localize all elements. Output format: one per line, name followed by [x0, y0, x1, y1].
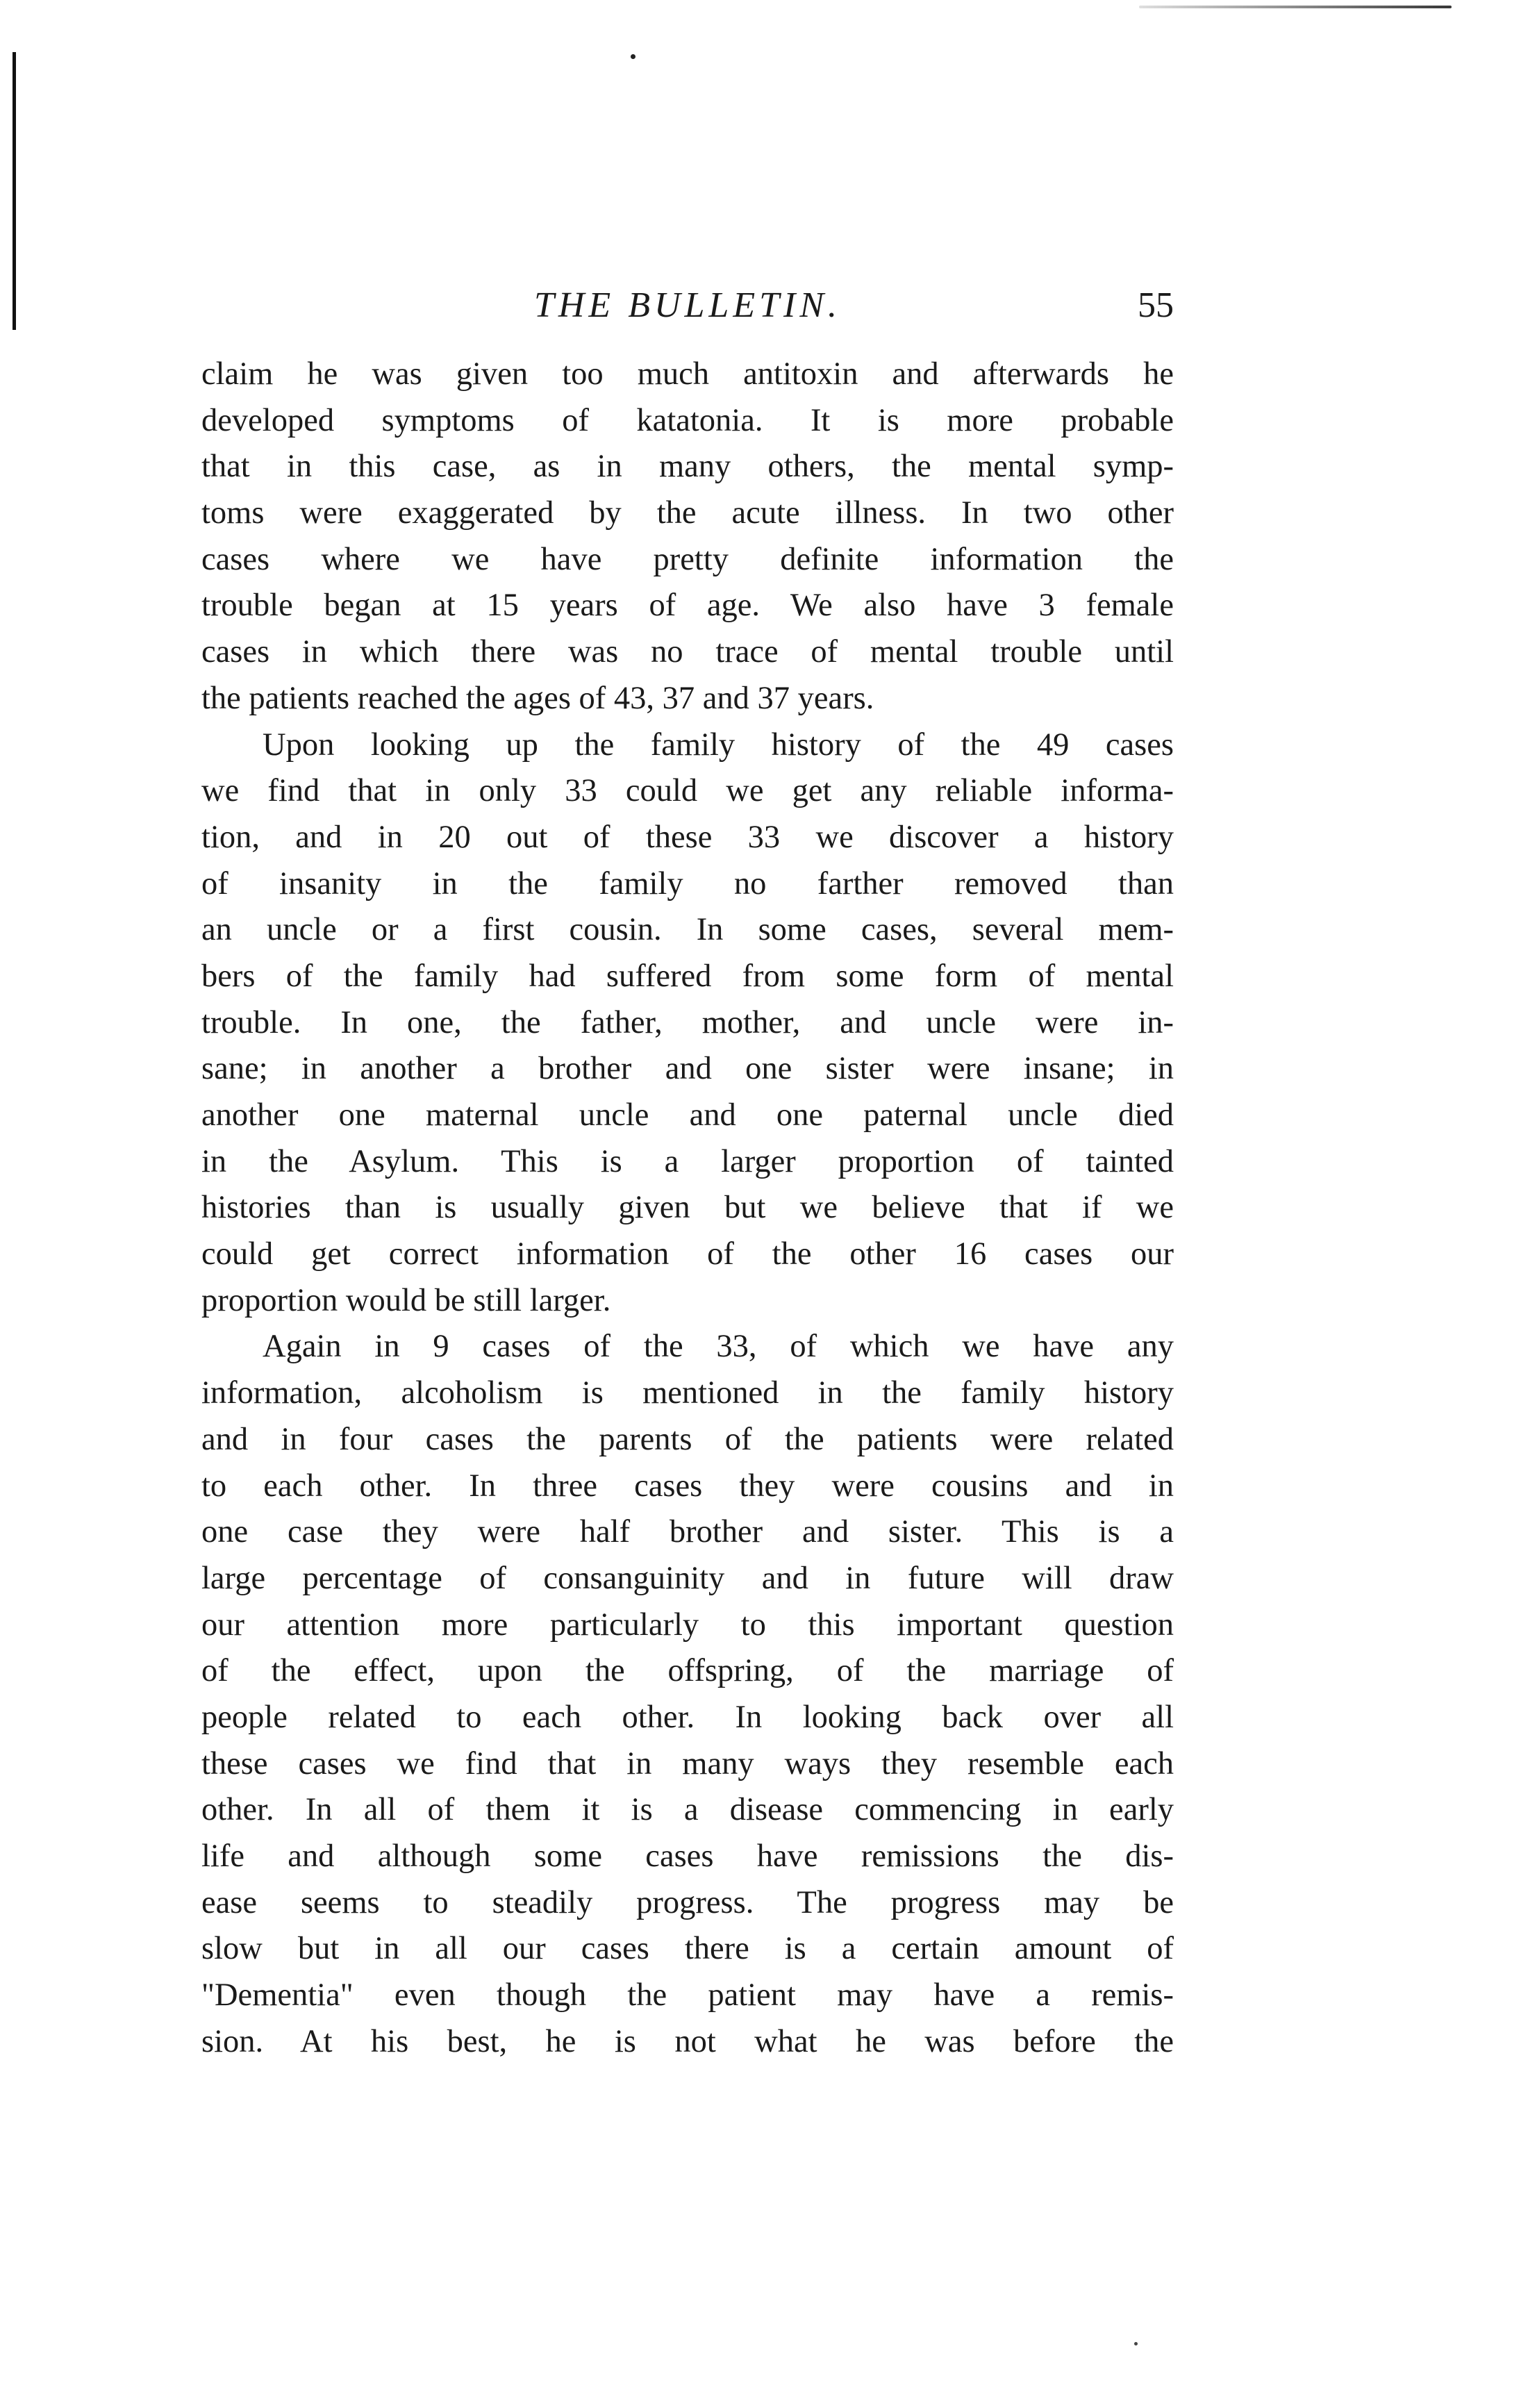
body-text: [201, 351, 1174, 2065]
text-line: life and although some cases have remissions the dis-: [201, 1838, 1174, 1874]
text-line: of the effect, upon the offspring, of the marriage of: [201, 1653, 1174, 1689]
text-line: slow but in all our cases there is a certain amount of: [201, 1931, 1174, 1967]
text-line: we find that in only 33 could we get any reliable informa-: [201, 773, 1174, 809]
text-line: claim he was given too much antitoxin and afterwards he: [201, 356, 1174, 392]
text-line: large percentage of consanguinity and in future will draw: [201, 1560, 1174, 1596]
text-line: could get correct information of the other 16 cases our: [201, 1236, 1174, 1272]
text-line: sion. At his best, he is not what he was before the: [201, 2023, 1174, 2059]
scan-artifact-dot: [631, 54, 635, 59]
scan-artifact-edge: [13, 52, 16, 330]
text-line: trouble began at 15 years of age. We also have 3 female: [201, 588, 1174, 624]
text-line: toms were exaggerated by the acute illness. In two other: [201, 495, 1174, 531]
text-line: to each other. In three cases they were cousins and in: [201, 1468, 1174, 1504]
text-line: people related to each other. In looking back over all: [201, 1699, 1174, 1735]
text-line: of insanity in the family no farther removed than: [201, 865, 1174, 902]
text-line: information, alcoholism is mentioned in the family history: [201, 1375, 1174, 1411]
text-line: Again in 9 cases of the 33, of which we have any: [263, 1329, 1174, 1365]
text-line: our attention more particularly to this important question: [201, 1606, 1174, 1643]
text-line: in the Asylum. This is a larger proportion of tainted: [201, 1143, 1174, 1179]
text-line: these cases we find that in many ways they resemble each: [201, 1745, 1174, 1782]
scan-artifact-top: [1139, 6, 1452, 8]
text-line: ease seems to steadily progress. The progress may be: [201, 1884, 1174, 1920]
text-line: other. In all of them it is a disease commencing in early: [201, 1792, 1174, 1828]
text-line: cases in which there was no trace of mental trouble until: [201, 634, 1174, 670]
text-line: the patients reached the ages of 43, 37 and 37 years.: [201, 680, 874, 716]
running-title: THE BULLETIN.: [533, 285, 842, 325]
text-line: one case they were half brother and sister. This is a: [201, 1514, 1174, 1550]
text-line: trouble. In one, the father, mother, and uncle were in-: [201, 1004, 1174, 1040]
text-line: an uncle or a first cousin. In some cases, several mem-: [201, 912, 1174, 948]
text-line: that in this case, as in many others, the mental symp-: [201, 449, 1174, 485]
text-line: developed symptoms of katatonia. It is more probable: [201, 402, 1174, 438]
text-line: another one maternal uncle and one paternal uncle died: [201, 1097, 1174, 1133]
text-line: Upon looking up the family history of the 49 cases: [263, 726, 1174, 763]
page-number: 55: [1138, 285, 1174, 325]
text-line: and in four cases the parents of the patients were related: [201, 1421, 1174, 1457]
text-line: sane; in another a brother and one sister were insane; in: [201, 1051, 1174, 1087]
running-head: [201, 278, 1174, 333]
text-line: proportion would be still larger.: [201, 1282, 611, 1318]
text-line: histories than is usually given but we believe that if we: [201, 1190, 1174, 1226]
text-line: "Dementia" even though the patient may have a remis-: [201, 1977, 1174, 2013]
text-line: bers of the family had suffered from some form of mental: [201, 958, 1174, 994]
text-line: tion, and in 20 out of these 33 we discover a history: [201, 819, 1174, 855]
text-line: cases where we have pretty definite information the: [201, 541, 1174, 577]
scan-artifact-dot-bottom: [1134, 2342, 1138, 2345]
